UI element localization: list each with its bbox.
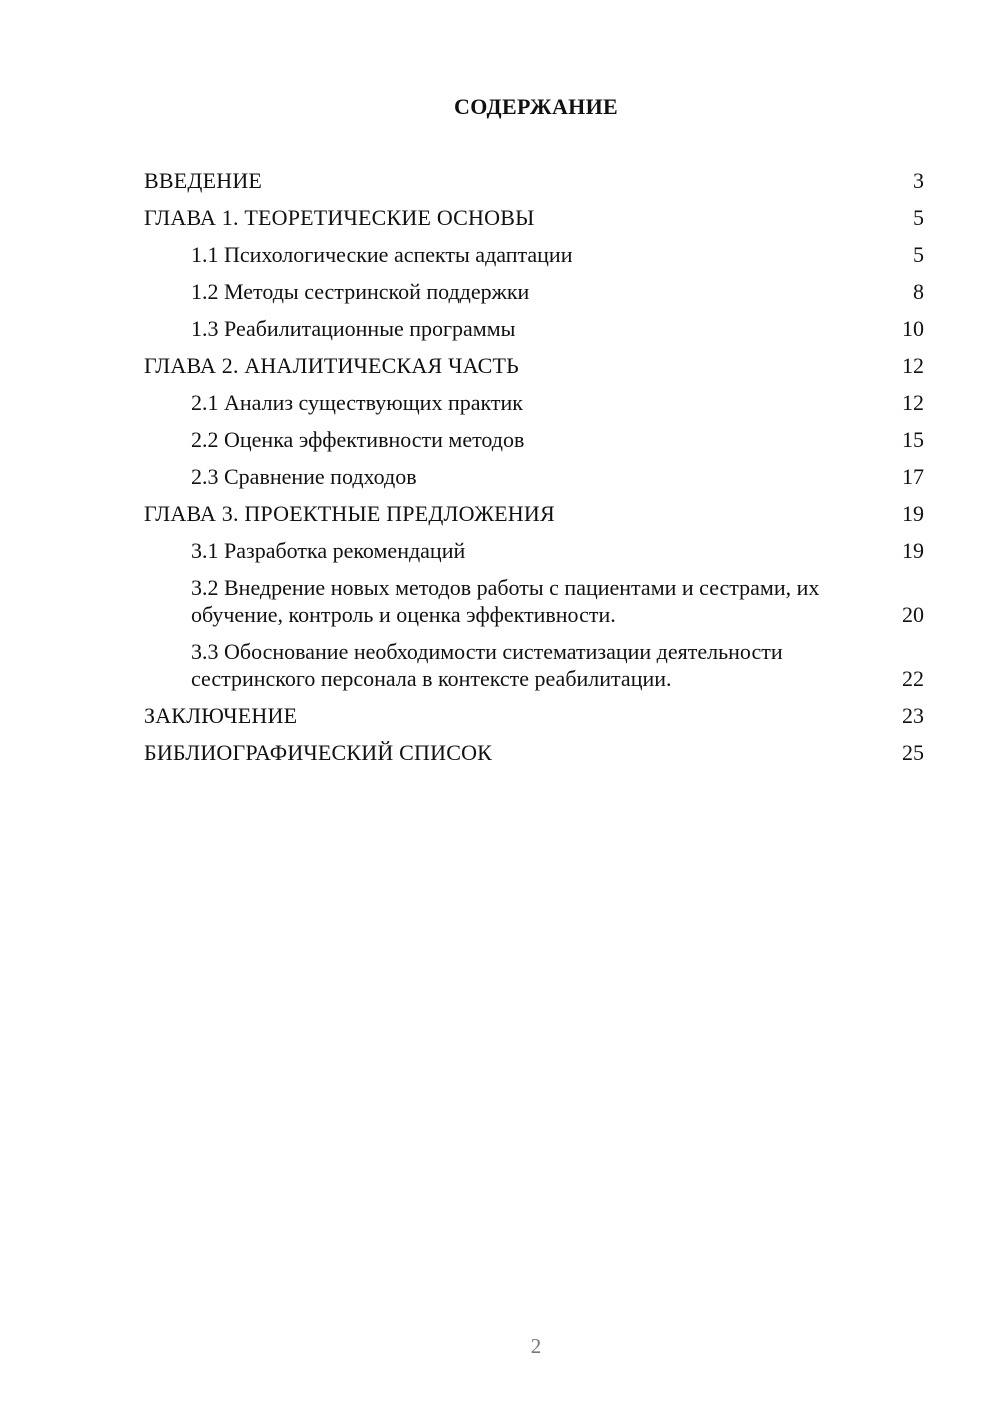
toc-entry-page: 22 [902, 666, 924, 691]
toc-entry-page: 5 [913, 205, 924, 230]
toc-entry-label: 2.1 Анализ существующих практик [191, 390, 523, 415]
toc-entry-label: ГЛАВА 1. ТЕОРЕТИЧЕСКИЕ ОСНОВЫ [144, 205, 535, 230]
toc-entry-label: 2.2 Оценка эффективности методов [191, 427, 525, 452]
toc-entry-page: 19 [902, 538, 924, 563]
toc-entry-section-1-2[interactable] [144, 278, 924, 305]
toc-entry-label: ГЛАВА 3. ПРОЕКТНЫЕ ПРЕДЛОЖЕНИЯ [144, 501, 555, 526]
toc-entry-section-2-1[interactable] [144, 389, 924, 416]
toc-entry-chapter-3[interactable] [144, 500, 924, 527]
toc-entry-page: 20 [902, 602, 924, 627]
toc-entry-page: 23 [902, 703, 924, 728]
toc-entry-label: 1.3 Реабилитационные программы [191, 316, 516, 341]
toc-entry-introduction[interactable] [144, 167, 924, 194]
page-title: СОДЕРЖАНИЕ [454, 94, 618, 119]
toc-entry-section-1-3[interactable] [144, 315, 924, 342]
toc-entry-label: 1.1 Психологические аспекты адаптации [191, 242, 573, 267]
table-of-contents [144, 167, 924, 776]
toc-entry-section-2-3[interactable] [144, 463, 924, 490]
toc-entry-label: 3.2 Внедрение новых методов работы с пациентами и сестрами, их обучение, контроль и оценка эффективности. [191, 575, 820, 627]
toc-entry-label: 3.3 Обоснование необходимости систематизации деятельности сестринского персонала в контексте реабилитации. [191, 639, 783, 691]
toc-entry-page: 12 [902, 353, 924, 378]
toc-entry-label: 1.2 Методы сестринской поддержки [191, 279, 530, 304]
toc-entry-conclusion[interactable] [144, 702, 924, 729]
toc-entry-section-3-2[interactable] [144, 574, 924, 628]
toc-entry-section-3-3[interactable] [144, 638, 924, 692]
toc-entry-label: БИБЛИОГРАФИЧЕСКИЙ СПИСОК [144, 740, 493, 765]
toc-entry-label: ГЛАВА 2. АНАЛИТИЧЕСКАЯ ЧАСТЬ [144, 353, 519, 378]
toc-entry-section-2-2[interactable] [144, 426, 924, 453]
toc-entry-section-1-1[interactable] [144, 241, 924, 268]
toc-entry-page: 3 [913, 168, 924, 193]
toc-entry-label: 2.3 Сравнение подходов [191, 464, 417, 489]
toc-entry-chapter-1[interactable] [144, 204, 924, 231]
toc-entry-label: 3.1 Разработка рекомендаций [191, 538, 466, 563]
toc-entry-page: 8 [913, 279, 924, 304]
toc-entry-page: 5 [913, 242, 924, 267]
toc-entry-page: 15 [902, 427, 924, 452]
toc-entry-page: 10 [902, 316, 924, 341]
toc-entry-page: 19 [902, 501, 924, 526]
toc-entry-page: 17 [902, 464, 924, 489]
toc-entry-section-3-1[interactable] [144, 537, 924, 564]
toc-entry-chapter-2[interactable] [144, 352, 924, 379]
toc-entry-page: 12 [902, 390, 924, 415]
toc-entry-bibliography[interactable] [144, 739, 924, 766]
toc-entry-label: ЗАКЛЮЧЕНИЕ [144, 703, 298, 728]
toc-entry-label: ВВЕДЕНИЕ [144, 168, 263, 193]
toc-entry-page: 25 [902, 740, 924, 765]
page-number: 2 [530, 1334, 542, 1358]
